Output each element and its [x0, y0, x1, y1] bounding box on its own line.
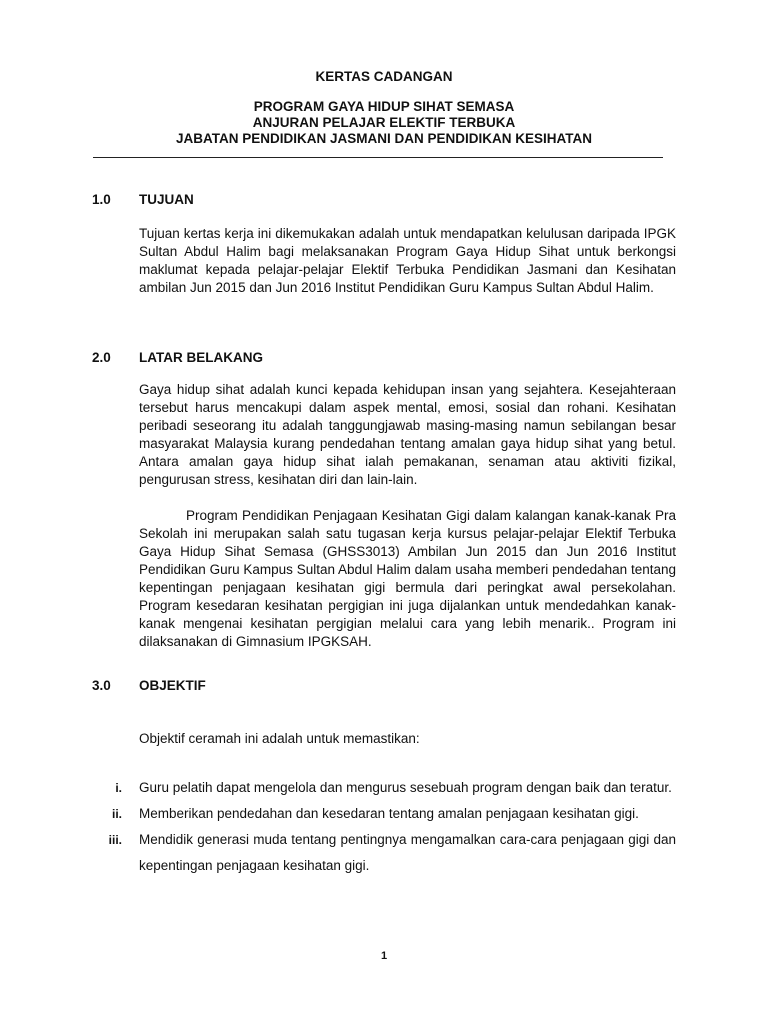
section-number: 2.0 — [92, 350, 111, 365]
title-line: PROGRAM GAYA HIDUP SIHAT SEMASA — [253, 99, 515, 114]
list-item-text: Guru pelatih dapat mengelola dan mengurus sesebuah program dengan baik dan teratur. — [139, 780, 672, 795]
section-title: TUJUAN — [139, 192, 194, 207]
list-item — [92, 801, 676, 827]
objective-intro: Objektif ceramah ini adalah untuk memastikan: — [139, 731, 420, 746]
section-number: 1.0 — [92, 192, 111, 207]
list-marker: ii. — [111, 807, 122, 821]
section-objektif — [92, 678, 682, 694]
section-latar-belakang — [92, 350, 682, 651]
objective-list — [92, 775, 682, 879]
list-item-text: Mendidik generasi muda tentang pentingnya mengamalkan cara-cara penjagaan gigi dan kepentingan penjagaan kesihatan gigi. — [139, 832, 676, 873]
section-paragraph: Program Pendidikan Penjagaan Kesihatan Gigi dalam kalangan kanak-kanak Pra Sekolah ini merupakan salah satu tugasan kerja kursus pelajar-pelajar Elektif Terbuka Gaya Hidup Sihat Semasa (GHSS3013) Ambilan Jun 2015 dan Jun 2016 Institut Pendidikan Guru Kampus Sultan Abdul Halim dalam usaha memberi pendedahan tentang kepentingan penjagaan kesihatan gigi bermula dari peringkat awal persekolahan. Program kesedaran kesihatan pergigian ini juga dijalankan untuk mendedahkan kanak-kanak mengenai kesihatan pergigian melalui cara yang lebih menarik.. Program ini dilaksanakan di Gimnasium IPGKSAH. — [139, 508, 676, 649]
section-heading — [92, 678, 682, 694]
document-type: KERTAS CADANGAN — [315, 69, 453, 84]
list-marker: i. — [115, 781, 122, 795]
page-number: 1 — [380, 950, 388, 962]
title-line: JABATAN PENDIDIKAN JASMANI DAN PENDIDIKAN KESIHATAN — [175, 131, 592, 146]
section-heading — [92, 350, 682, 366]
header-divider — [93, 157, 663, 158]
section-tujuan — [92, 192, 682, 297]
section-title: LATAR BELAKANG — [139, 350, 263, 365]
section-paragraph: Gaya hidup sihat adalah kunci kepada kehidupan insan yang sejahtera. Kesejahteraan tersebut harus mencakupi dalam aspek mental, emosi, sosial dan rohani. Kesihatan peribadi seseorang itu adalah tanggungjawab masing-masing namun sebilangan besar masyarakat Malaysia kurang pendedahan tentang amalan gaya hidup sihat yang betul. Antara amalan gaya hidup sihat ialah pemakanan, senaman atau aktiviti fizikal, pengurusan stress, kesihatan diri dan lain-lain. — [139, 382, 676, 487]
list-item — [92, 827, 676, 879]
title-line: ANJURAN PELAJAR ELEKTIF TERBUKA — [252, 115, 516, 130]
section-paragraph: Tujuan kertas kerja ini dikemukakan adalah untuk mendapatkan kelulusan daripada IPGK Sultan Abdul Halim bagi melaksanakan Program Gaya Hidup Sihat untuk berkongsi maklumat kepada pelajar-pelajar Elektif Terbuka Pendidikan Jasmani dan Kesihatan ambilan Jun 2015 dan Jun 2016 Institut Pendidikan Guru Kampus Sultan Abdul Halim. — [139, 226, 676, 295]
list-item — [92, 775, 676, 801]
section-heading — [92, 192, 682, 208]
section-title: OBJEKTIF — [139, 678, 206, 693]
document-title — [0, 99, 768, 147]
list-marker: iii. — [108, 833, 122, 847]
list-item-text: Memberikan pendedahan dan kesedaran tentang amalan penjagaan kesihatan gigi. — [139, 806, 639, 821]
section-number: 3.0 — [92, 678, 111, 693]
